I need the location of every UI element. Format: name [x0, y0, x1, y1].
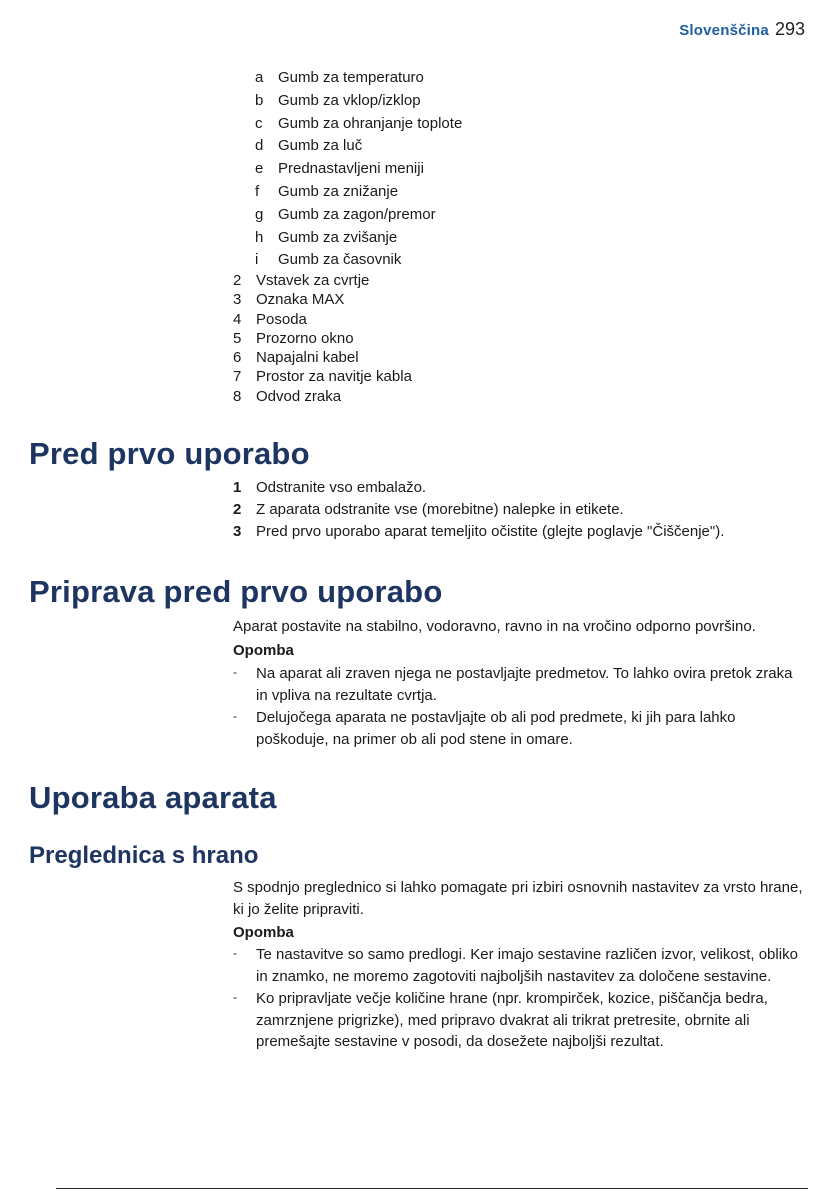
note-item — [233, 707, 805, 750]
step-item — [233, 499, 724, 521]
list-item-letter: f — [255, 182, 260, 200]
step-item — [233, 477, 724, 499]
list-item-number: 6 — [233, 349, 242, 367]
list-item-number: 2 — [233, 272, 242, 289]
list-item — [233, 271, 412, 290]
list-item — [255, 113, 462, 136]
step-number: 2 — [233, 501, 242, 518]
list-item-letter: g — [255, 205, 264, 223]
note-item — [233, 988, 805, 1053]
list-item — [255, 249, 462, 272]
list-item-text: Prednastavljeni meniji — [278, 160, 424, 178]
list-item-text: Gumb za vklop/izklop — [278, 91, 421, 109]
list-item-text: Prozorno okno — [256, 329, 354, 347]
list-item-number: 8 — [233, 387, 242, 405]
list-item-text: Gumb za časovnik — [278, 251, 402, 269]
section-title-preparation: Priprava pred prvo uporabo — [29, 574, 443, 609]
bullet-dash: - — [233, 665, 237, 679]
footer-divider — [56, 1188, 808, 1189]
bullet-dash: - — [233, 946, 237, 960]
list-item-text: Gumb za temperaturo — [278, 69, 424, 86]
first-use-steps — [233, 477, 724, 543]
header-language: Slovenščina — [679, 22, 769, 39]
list-item-number: 5 — [233, 329, 242, 347]
list-item-text: Oznaka MAX — [256, 291, 345, 309]
list-item — [233, 367, 412, 386]
step-number: 1 — [233, 479, 242, 496]
list-item-letter: b — [255, 91, 264, 109]
note-title: Opomba — [233, 924, 294, 941]
list-item-text: Gumb za ohranjanje toplote — [278, 114, 463, 132]
list-item-text: Prostor za navitje kabla — [256, 368, 412, 386]
list-item-text: Napajalni kabel — [256, 349, 359, 367]
list-item-text: Gumb za znižanje — [278, 182, 399, 200]
step-text: Z aparata odstranite vse (morebitne) nalepke in etikete. — [256, 501, 624, 518]
preparation-paragraph: Aparat postavite na stabilno, vodoravno, ravno in na vročino odporno površino. — [233, 618, 756, 635]
page-header — [679, 19, 805, 40]
note-text: Delujočega aparata ne postavljajte ob ali pod predmete, ki jih para lahko poškoduje, na primer ob ali pod stene in omare. — [256, 709, 736, 748]
section-title-before-first-use: Pred prvo uporabo — [29, 436, 310, 471]
list-item-number: 7 — [233, 368, 242, 386]
note-text: Ko pripravljate večje količine hrane (npr. krompirček, kozice, piščančja bedra, zamrznjene prigrizke), med pripravo dvakrat ali trikrat pretresite, obrnite ali premešajte sestavine v posodi, da dosežete najboljši rezultat. — [256, 990, 768, 1050]
list-item-letter: a — [255, 69, 264, 86]
food-table-notes — [233, 944, 805, 1054]
list-item-text: Posoda — [256, 310, 307, 328]
note-item — [233, 944, 805, 987]
list-item-letter: e — [255, 160, 264, 178]
list-item-number: 3 — [233, 291, 242, 309]
note-title: Opomba — [233, 642, 294, 659]
section-title-using-appliance: Uporaba aparata — [29, 780, 277, 815]
list-item — [255, 67, 462, 90]
list-item-text: Gumb za zvišanje — [278, 228, 398, 246]
list-item-letter: d — [255, 137, 264, 155]
list-item — [255, 90, 462, 113]
step-text: Pred prvo uporabo aparat temeljito očistite (glejte poglavje "Čiščenje"). — [256, 523, 725, 540]
list-item-text: Gumb za luč — [278, 137, 363, 155]
step-text: Odstranite vso embalažo. — [256, 479, 427, 496]
note-text: Te nastavitve so samo predlogi. Ker imajo sestavine različen izvor, velikost, obliko in znamko, ne moremo zagotoviti najboljših nastavitev za določene sestavine. — [256, 946, 798, 985]
list-item-text: Gumb za zagon/premor — [278, 205, 436, 223]
list-item-text: Odvod zraka — [256, 387, 342, 405]
step-number: 3 — [233, 523, 242, 540]
parts-list — [233, 271, 412, 406]
list-item — [255, 158, 462, 181]
list-item — [233, 348, 412, 367]
food-table-paragraph: S spodnjo preglednico si lahko pomagate pri izbiri osnovnih nastavitev za vrsto hrane, ki jo želite pripraviti. — [233, 879, 803, 918]
list-item — [255, 135, 462, 158]
page-number: 293 — [774, 19, 805, 39]
list-item — [233, 329, 412, 348]
list-item — [255, 227, 462, 250]
list-item — [255, 204, 462, 227]
note-item — [233, 663, 805, 706]
list-item — [233, 387, 412, 406]
step-item — [233, 521, 724, 543]
preparation-notes — [233, 663, 805, 751]
list-item-letter: i — [255, 251, 259, 269]
subsection-title-food-table: Preglednica s hrano — [29, 842, 259, 869]
list-item-number: 4 — [233, 310, 242, 328]
list-item-letter: h — [255, 228, 264, 246]
bullet-dash: - — [233, 990, 237, 1004]
list-item-text: Vstavek za cvrtje — [256, 272, 370, 289]
list-item — [233, 310, 412, 329]
bullet-dash: - — [233, 709, 237, 723]
list-item-letter: c — [255, 114, 263, 132]
list-item — [233, 290, 412, 309]
list-item — [255, 181, 462, 204]
note-text: Na aparat ali zraven njega ne postavljajte predmetov. To lahko ovira pretok zraka in vpliva na rezultate cvrtja. — [256, 665, 793, 704]
control-panel-list — [255, 67, 462, 272]
